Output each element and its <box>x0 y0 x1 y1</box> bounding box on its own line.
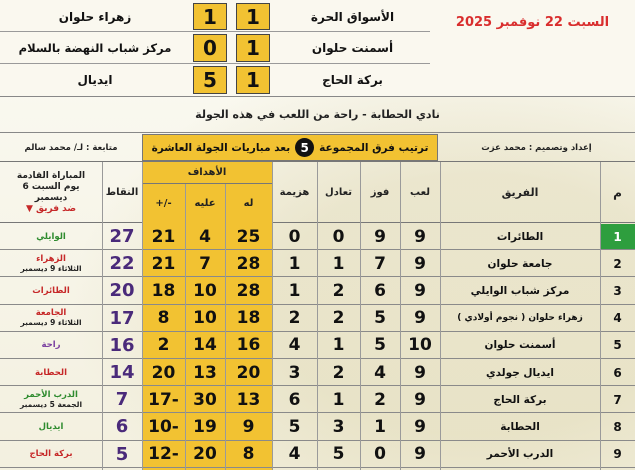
next-opponent: الزهراء <box>36 253 66 264</box>
row-goals-against: 30 <box>193 389 217 410</box>
header-goals-for: له <box>243 198 254 209</box>
header-played: لعب <box>410 187 430 198</box>
next-opponent: الوايلي <box>36 231 66 242</box>
row-goal-diff: 21 <box>151 253 176 274</box>
header-team: الفريق <box>501 186 539 199</box>
row-goals-for: 13 <box>236 389 261 410</box>
row-won: 1 <box>374 416 386 437</box>
row-team: ايديال جولدي <box>485 366 555 379</box>
row-points: 6 <box>115 416 129 438</box>
row-goals-for: 8 <box>242 444 255 465</box>
row-next-match <box>0 441 102 468</box>
rest-note: نادي الحطابة - راحة من اللعب في هذه الجولة <box>0 97 635 133</box>
row-rank: 9 <box>613 447 622 462</box>
row-played: 10 <box>408 335 432 356</box>
row-team: مركز شباب الوايلي <box>470 284 570 297</box>
result-away-score: 1 <box>193 3 227 30</box>
result-home-team: الأسواق الحرة <box>310 10 395 24</box>
row-drawn: 3 <box>332 416 345 437</box>
row-next-match <box>0 305 102 332</box>
row-next-match <box>0 413 102 440</box>
next-opponent: ايديال <box>38 421 64 432</box>
row-next-match <box>0 332 102 359</box>
row-played: 9 <box>414 226 426 247</box>
row-lost: 6 <box>288 389 301 410</box>
row-rank: 7 <box>613 392 622 407</box>
next-opponent: راحة <box>41 340 61 351</box>
row-rank: 5 <box>613 338 622 353</box>
next-match-date: الثلاثاء 9 ديسمبر <box>20 263 82 273</box>
row-rank: 3 <box>613 283 622 298</box>
row-points: 16 <box>109 334 135 356</box>
result-home-score: 1 <box>236 66 270 94</box>
row-goal-diff: 17- <box>148 389 179 410</box>
next-opponent: بركة الحاج <box>29 449 73 460</box>
row-team: الطائرات <box>496 230 544 243</box>
row-points: 20 <box>109 280 135 302</box>
row-played: 9 <box>414 308 426 329</box>
next-opponent: الدرب الأحمر <box>24 389 78 400</box>
row-lost: 5 <box>288 416 301 437</box>
header-lost: هزيمة <box>279 187 310 198</box>
row-goals-against: 10 <box>193 308 217 329</box>
row-next-match <box>0 386 102 413</box>
row-played: 9 <box>414 253 426 274</box>
row-drawn: 0 <box>332 226 345 247</box>
row-goal-diff: 21 <box>151 226 176 247</box>
row-won: 6 <box>374 280 386 301</box>
row-lost: 4 <box>288 444 301 465</box>
row-drawn: 5 <box>332 444 345 465</box>
row-goals-against: 19 <box>193 416 217 437</box>
row-lost: 2 <box>288 308 301 329</box>
standings-table <box>0 161 635 470</box>
result-away-team: زهراء حلوان <box>58 10 132 24</box>
result-away-team: مركز شباب النهضة بالسلام <box>18 41 172 55</box>
row-won: 2 <box>374 389 386 410</box>
row-won: 4 <box>374 362 386 383</box>
row-goal-diff: 8 <box>157 308 170 329</box>
header-won: فوز <box>370 187 390 198</box>
row-goals-against: 10 <box>193 280 217 301</box>
row-rank: 2 <box>613 256 622 271</box>
row-goals-against: 4 <box>199 226 211 247</box>
results-block <box>0 0 635 97</box>
match-date: السبت 22 نوفمبر 2025 <box>455 14 610 30</box>
next-match-date: الثلاثاء 9 ديسمبر <box>20 318 82 328</box>
prepared-credit: إعداد وتصميم : محمد عزت <box>481 142 592 153</box>
next-opponent: الجامعة <box>35 308 67 319</box>
row-goals-for: 28 <box>236 280 261 301</box>
row-played: 9 <box>414 280 426 301</box>
row-goal-diff: 10- <box>148 416 179 437</box>
banner-text-after: بعد مباريات الجولة العاشرة <box>151 141 291 154</box>
row-drawn: 1 <box>332 253 345 274</box>
row-lost: 4 <box>288 335 301 356</box>
row-goals-for: 20 <box>236 362 261 383</box>
row-lost: 3 <box>288 362 301 383</box>
row-drawn: 1 <box>332 335 345 356</box>
header-goal-diff: +/- <box>155 198 172 209</box>
row-team: الدرب الأحمر <box>486 448 554 461</box>
row-next-match <box>0 277 102 304</box>
row-next-match <box>0 359 102 386</box>
row-goals-for: 25 <box>236 226 261 247</box>
next-match-date: الجمعة 5 ديسمبر <box>19 399 83 409</box>
row-won: 0 <box>374 444 386 465</box>
row-goal-diff: 12- <box>148 444 179 465</box>
row-goal-diff: 20 <box>151 362 176 383</box>
row-drawn: 1 <box>332 389 345 410</box>
row-points: 7 <box>115 389 129 411</box>
row-played: 9 <box>414 389 426 410</box>
row-goals-against: 7 <box>199 253 211 274</box>
row-goals-for: 28 <box>236 253 261 274</box>
followup-credit: متابعة : لـ/ محمد سالم <box>24 142 118 153</box>
row-played: 9 <box>414 362 426 383</box>
row-goals-against: 13 <box>193 362 217 383</box>
row-team: جامعة حلوان <box>487 257 553 270</box>
result-away-team: ايديال <box>77 73 113 87</box>
result-home-score: 1 <box>236 34 270 62</box>
row-goals-for: 16 <box>236 335 261 356</box>
row-rank: 4 <box>613 311 622 326</box>
row-points: 27 <box>109 226 135 248</box>
row-team: أسمنت حلوان <box>484 339 556 352</box>
row-won: 7 <box>374 253 386 274</box>
row-points: 22 <box>109 253 135 275</box>
row-goal-diff: 2 <box>157 335 170 356</box>
row-lost: 1 <box>288 253 301 274</box>
next-opponent: الطائرات <box>32 285 70 296</box>
row-next-match <box>0 223 102 250</box>
row-goals-for: 9 <box>242 416 255 437</box>
row-points: 17 <box>109 307 135 329</box>
row-team: بركة الحاج <box>493 393 547 406</box>
group-banner <box>142 134 438 161</box>
row-won: 5 <box>374 335 386 356</box>
result-home-score: 1 <box>236 3 270 30</box>
row-played: 9 <box>414 416 426 437</box>
row-goals-against: 14 <box>193 335 217 356</box>
banner-text-before: ترتيب فرق المجموعة <box>319 141 429 154</box>
row-drawn: 2 <box>332 362 345 383</box>
row-team: زهراء حلوان ( نجوم أولادي ) <box>457 313 583 324</box>
row-drawn: 2 <box>332 280 345 301</box>
row-goals-against: 20 <box>193 444 217 465</box>
row-rank: 6 <box>613 365 622 380</box>
row-rank: 8 <box>613 419 622 434</box>
header-goals: الأهداف <box>142 162 272 184</box>
row-rank: 1 <box>613 229 622 244</box>
row-lost: 0 <box>288 226 301 247</box>
row-next-match <box>0 250 102 277</box>
result-away-score: 5 <box>193 66 227 94</box>
result-home-team: أسمنت حلوان <box>311 41 394 55</box>
header-goals-against: عليه <box>194 198 216 209</box>
result-away-score: 0 <box>193 34 227 62</box>
row-points: 5 <box>115 443 129 465</box>
row-drawn: 2 <box>332 308 345 329</box>
row-goals-for: 18 <box>236 308 261 329</box>
header-points: النقاط <box>105 187 139 198</box>
header-next-match <box>0 162 102 223</box>
row-played: 9 <box>414 444 426 465</box>
next-match-label: المباراة القادمة يوم السبت 6 ديسمبر <box>16 171 86 203</box>
row-won: 9 <box>374 226 386 247</box>
result-home-team: بركة الحاج <box>322 73 383 87</box>
group-number-badge: 5 <box>295 138 314 157</box>
row-lost: 1 <box>288 280 301 301</box>
row-goal-diff: 18 <box>151 280 176 301</box>
header-rank: م <box>613 185 622 200</box>
row-won: 5 <box>374 308 386 329</box>
header-drawn: تعادل <box>325 187 352 198</box>
row-team: الحطابة <box>500 420 540 433</box>
row-points: 14 <box>109 362 135 384</box>
next-match-against: ضد فريق ▼ <box>25 204 77 214</box>
next-opponent: الحطابة <box>34 367 68 378</box>
